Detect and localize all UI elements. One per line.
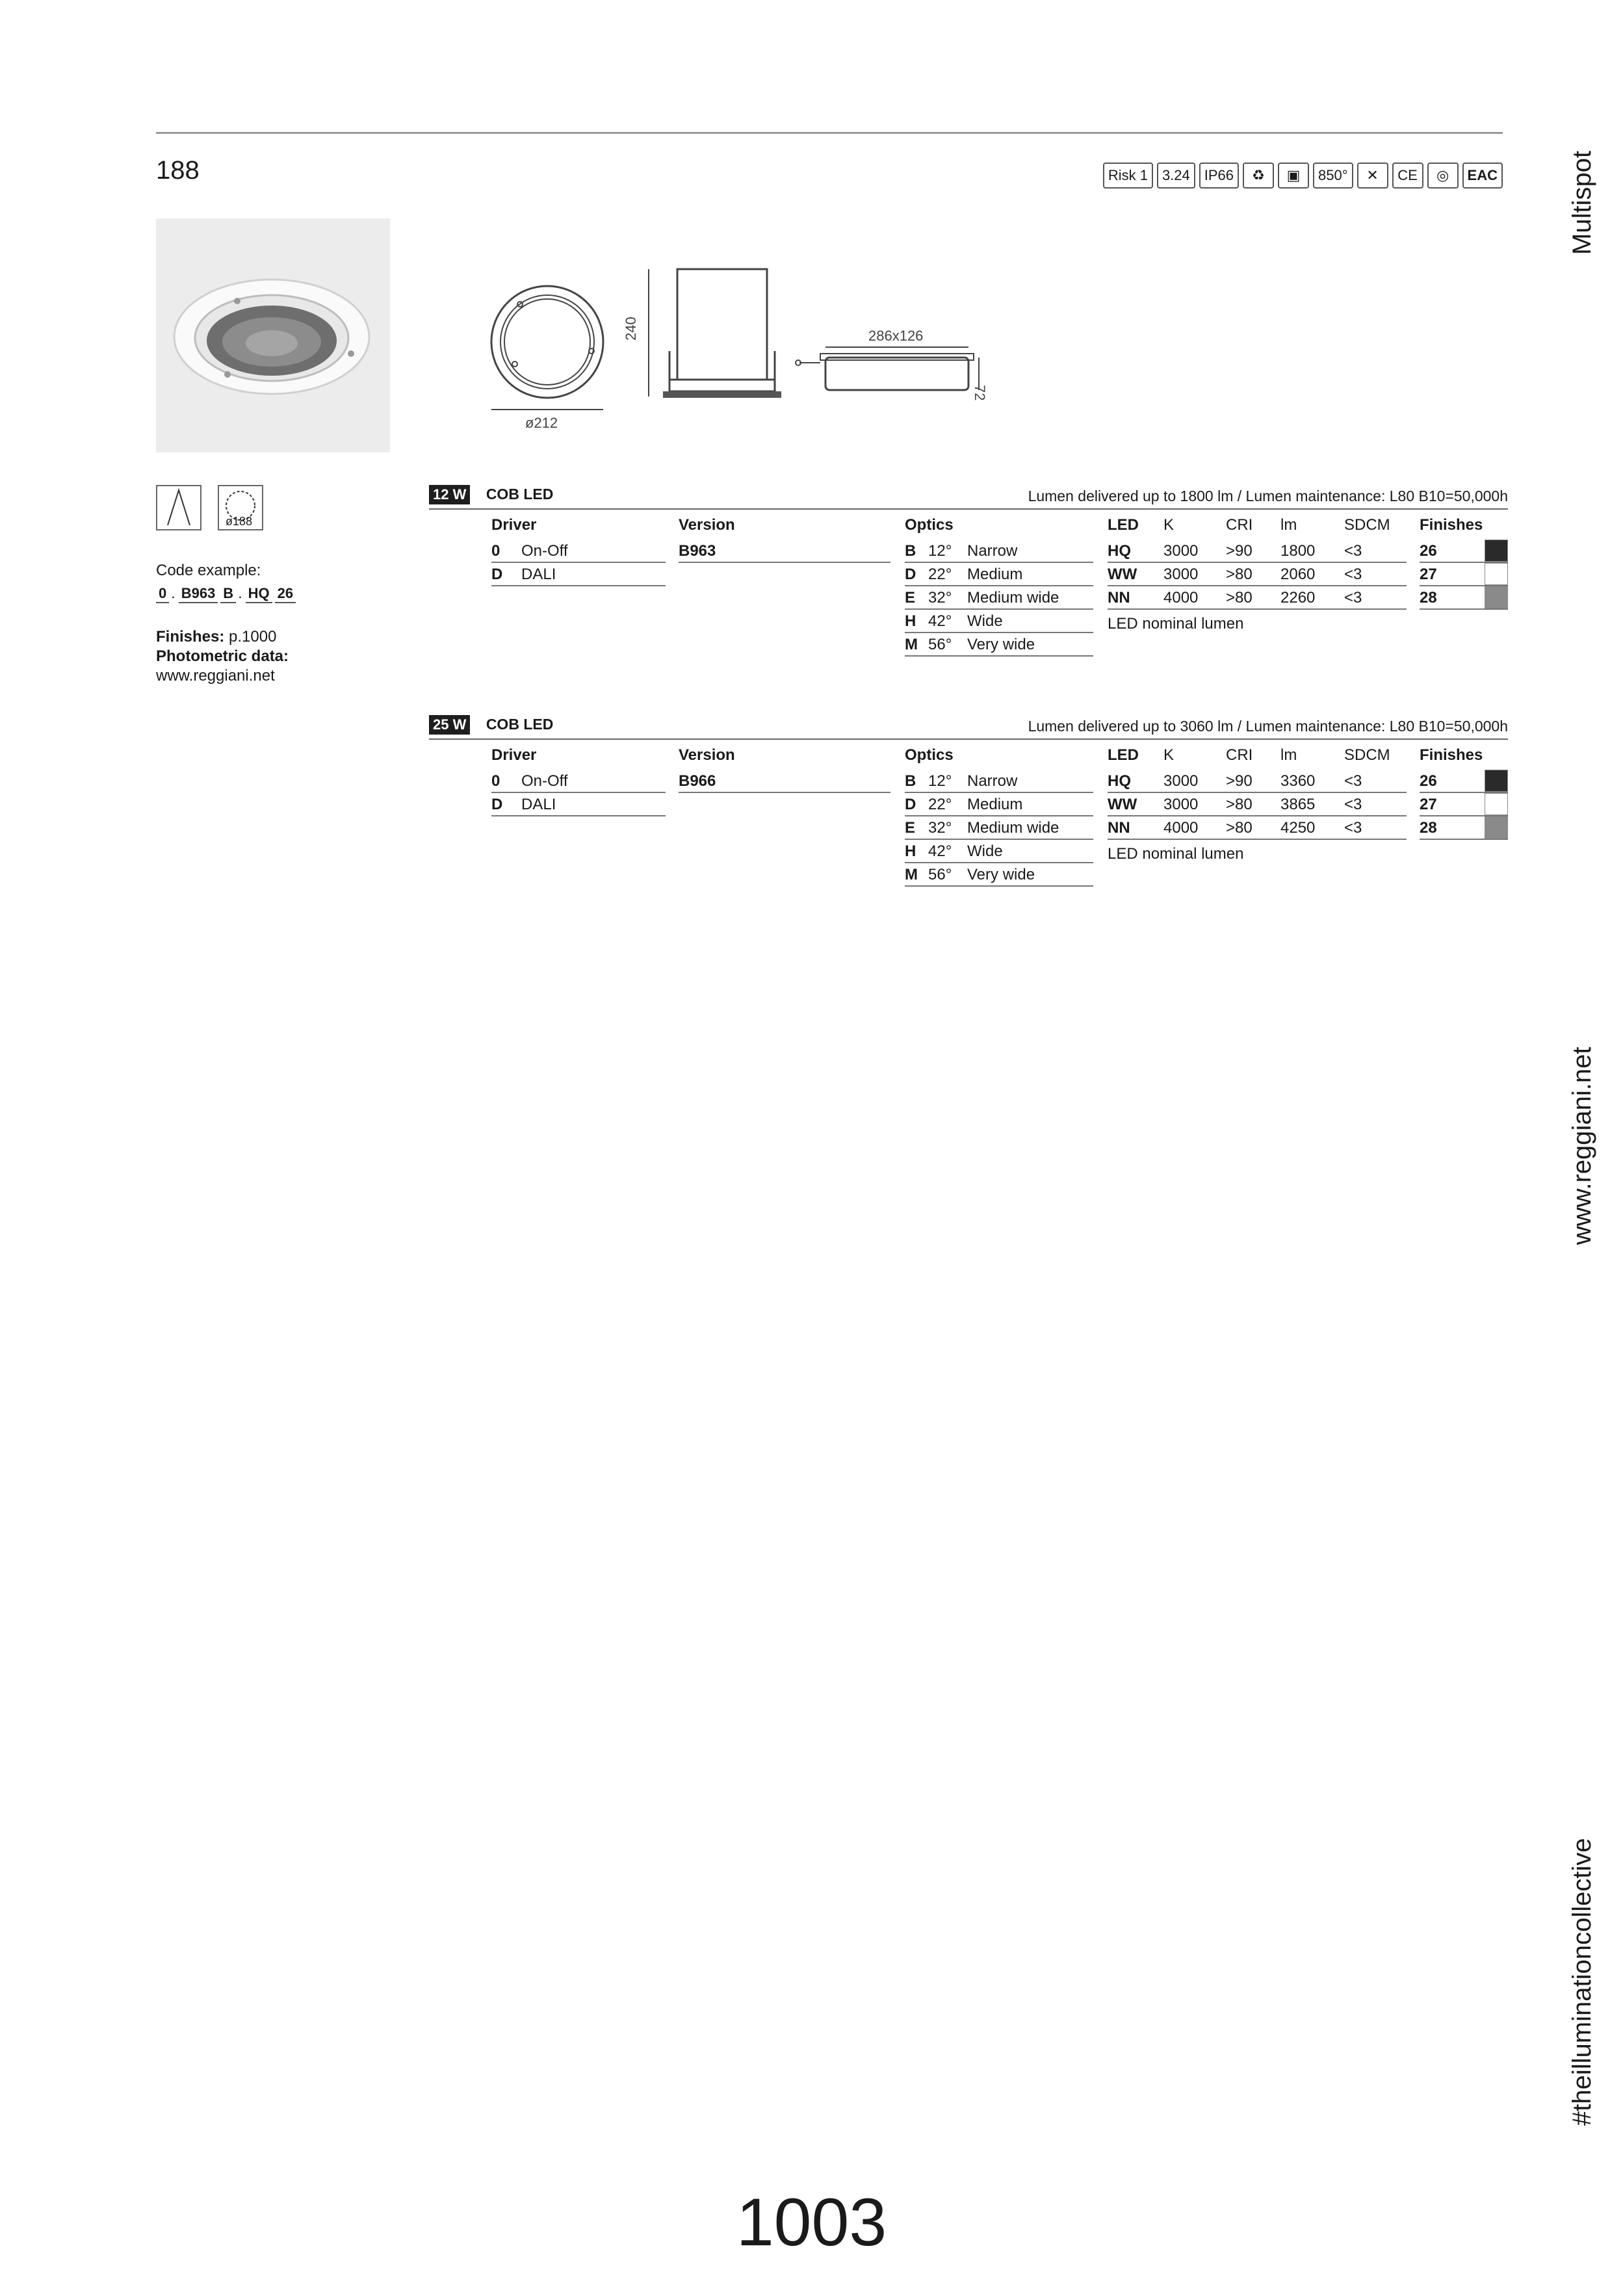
driver-row: D DALI <box>491 563 666 586</box>
side-website: www.reggiani.net <box>1568 1047 1596 1245</box>
finish-swatch <box>1485 563 1508 585</box>
power-tag: 25 W <box>429 715 470 735</box>
led-note: LED nominal lumen <box>1108 615 1244 633</box>
top-rule <box>156 132 1503 134</box>
hole-size: ø188 <box>226 515 253 528</box>
source: COB LED <box>486 486 554 502</box>
beam-icon <box>156 485 201 530</box>
finishes-note <box>156 627 276 647</box>
version-header: Version <box>679 746 735 764</box>
code-example-label: Code example: <box>156 562 261 579</box>
photometric-label: Photometric data: <box>156 647 289 665</box>
product-photo <box>156 218 390 452</box>
optics-row: D 22° Medium <box>905 563 1093 586</box>
finishes-label: Finishes: <box>156 628 225 646</box>
optics-row: D 22° Medium <box>905 793 1093 816</box>
dim-height: 240 <box>623 317 639 341</box>
photometric-url[interactable]: www.reggiani.net <box>156 667 275 685</box>
led-note: LED nominal lumen <box>1108 845 1244 863</box>
finish-row: 28 <box>1420 816 1508 840</box>
no-cover-icon: ✕ <box>1357 163 1388 189</box>
glow-wire-badge: 850° <box>1313 163 1353 189</box>
optics-row: E 32° Medium wide <box>905 586 1093 610</box>
version-row: B963 <box>679 540 890 563</box>
driver-col <box>491 746 666 816</box>
ce-badge: CE <box>1392 163 1423 189</box>
finish-row: 28 <box>1420 586 1508 610</box>
optics-header: Optics <box>905 746 954 764</box>
driver-col <box>491 516 666 586</box>
led-header: LED K CRI lm SDCM <box>1108 746 1390 764</box>
side-category: Multispot <box>1568 150 1596 255</box>
driver-header: Driver <box>491 516 537 534</box>
led-row: WW 3000 >80 2060 <3 <box>1108 563 1407 586</box>
section-12w <box>429 485 1508 653</box>
page-number: 1003 <box>736 2185 887 2260</box>
optics-col <box>905 746 1093 887</box>
weight-badge: 3.24 <box>1157 163 1195 189</box>
optics-row: M 56° Very wide <box>905 863 1093 887</box>
technical-drawing <box>481 260 1066 442</box>
optics-row: H 42° Wide <box>905 840 1093 863</box>
cutout-icon <box>218 485 263 530</box>
power-tag: 12 W <box>429 485 470 504</box>
eac-badge: EAC <box>1462 163 1503 189</box>
optics-row: M 56° Very wide <box>905 633 1093 657</box>
version-row: B966 <box>679 770 890 793</box>
code-dot: . <box>172 590 175 601</box>
led-row: NN 4000 >80 2260 <3 <box>1108 586 1407 610</box>
finish-swatch <box>1485 540 1508 562</box>
finish-row: 27 <box>1420 793 1508 816</box>
led-col <box>1108 746 1407 863</box>
ip-badge: IP66 <box>1199 163 1239 189</box>
code-example <box>156 585 298 603</box>
lumen-note: Lumen delivered up to 1800 lm / Lumen maintenance: L80 B10=50,000h <box>1028 488 1508 504</box>
code-led: HQ <box>246 585 272 603</box>
optics-col <box>905 516 1093 657</box>
finish-swatch <box>1485 816 1508 839</box>
finishes-header: Finishes <box>1420 516 1483 534</box>
finish-swatch <box>1485 770 1508 792</box>
led-row: WW 3000 >80 3865 <3 <box>1108 793 1407 816</box>
risk-badge: Risk 1 <box>1103 163 1153 189</box>
optics-row: H 42° Wide <box>905 610 1093 633</box>
driver-row: 0 On-Off <box>491 770 666 793</box>
version-col <box>679 516 890 563</box>
finishes-col <box>1420 516 1508 610</box>
dim-cutout: 286x126 <box>868 328 924 344</box>
recycle-icon: ♻ <box>1243 163 1274 189</box>
certification-badges <box>1103 163 1503 189</box>
finish-row: 26 <box>1420 770 1508 793</box>
code-version: B963 <box>179 585 218 603</box>
class-icon: ▣ <box>1278 163 1309 189</box>
optics-header: Optics <box>905 516 954 534</box>
finish-swatch <box>1485 793 1508 815</box>
finish-swatch <box>1485 586 1508 608</box>
driver-row: 0 On-Off <box>491 540 666 563</box>
code-driver: 0 <box>156 585 169 603</box>
enec-icon: ◎ <box>1427 163 1459 189</box>
driver-row: D DALI <box>491 793 666 816</box>
side-hashtag: #theilluminationcollective <box>1568 1838 1596 2126</box>
finish-row: 27 <box>1420 563 1508 586</box>
led-col <box>1108 516 1407 633</box>
version-header: Version <box>679 516 735 534</box>
optics-row: B 12° Narrow <box>905 770 1093 793</box>
led-row: NN 4000 >80 4250 <3 <box>1108 816 1407 840</box>
finish-row: 26 <box>1420 540 1508 563</box>
lumen-note: Lumen delivered up to 3060 lm / Lumen maintenance: L80 B10=50,000h <box>1028 718 1508 735</box>
led-row: HQ 3000 >90 1800 <3 <box>1108 540 1407 563</box>
optics-row: E 32° Medium wide <box>905 816 1093 840</box>
code-dot: . <box>239 590 242 601</box>
driver-header: Driver <box>491 746 537 764</box>
source: COB LED <box>486 716 554 733</box>
dim-diameter: ø212 <box>525 415 558 431</box>
finishes-col <box>1420 746 1508 840</box>
finishes-page: p.1000 <box>229 628 277 646</box>
page-code: 188 <box>156 156 200 185</box>
dim-depth: 72 <box>972 385 988 401</box>
led-row: HQ 3000 >90 3360 <3 <box>1108 770 1407 793</box>
optics-row: B 12° Narrow <box>905 540 1093 563</box>
led-header: LED K CRI lm SDCM <box>1108 516 1390 534</box>
version-col <box>679 746 890 793</box>
finishes-header: Finishes <box>1420 746 1483 764</box>
code-finish: 26 <box>275 585 296 603</box>
code-optic: B <box>220 585 236 603</box>
section-25w <box>429 715 1508 883</box>
